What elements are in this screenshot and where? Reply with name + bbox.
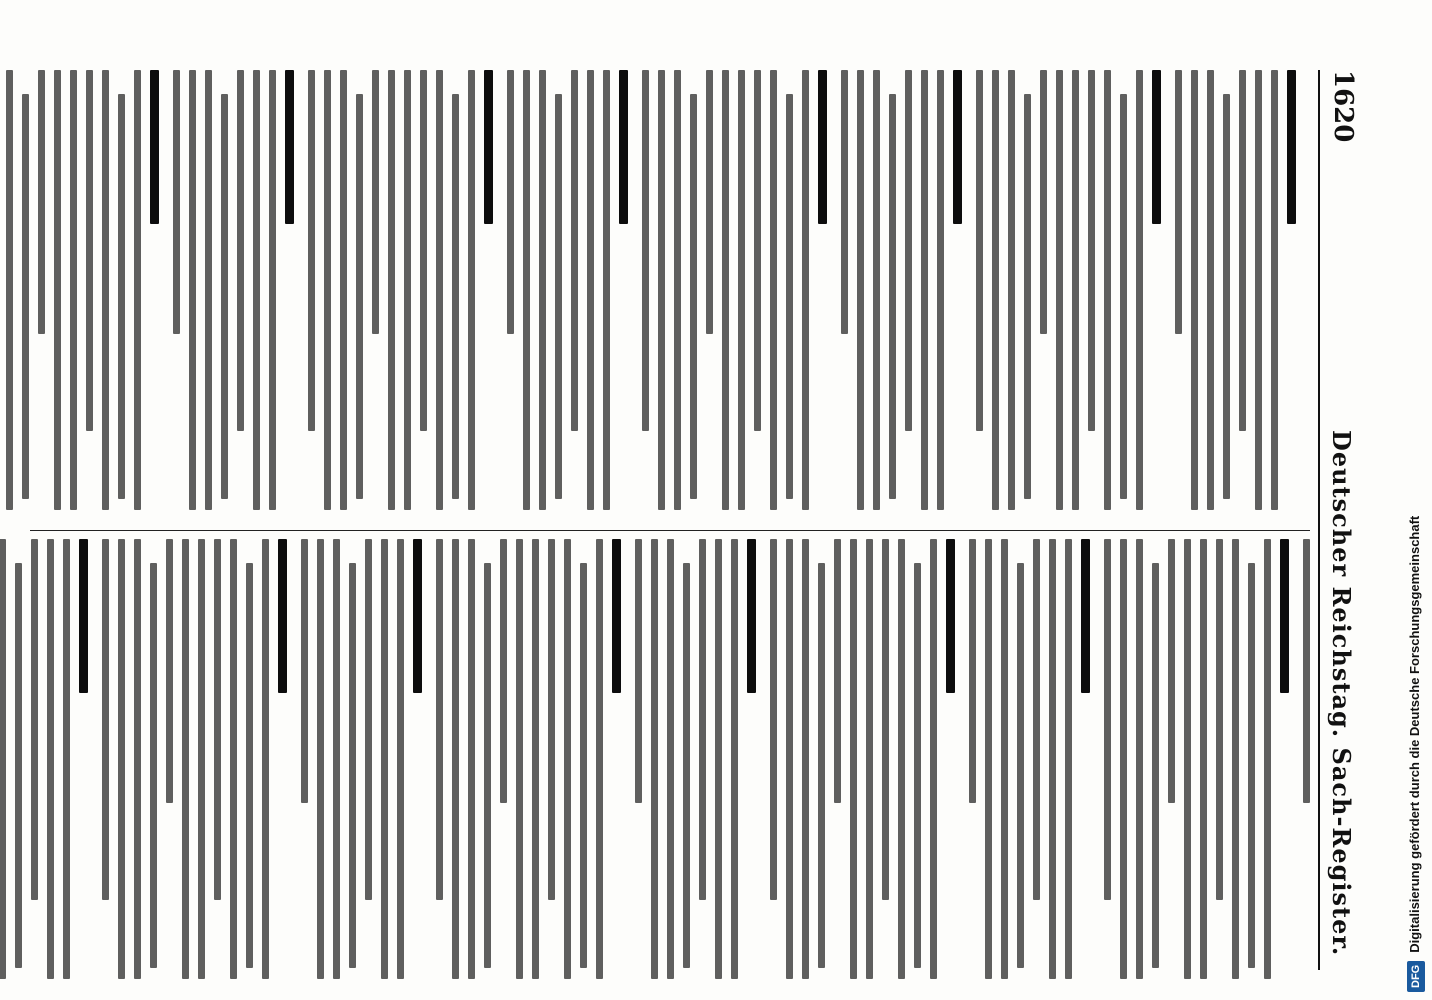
body-text-line bbox=[1024, 94, 1031, 499]
body-text-line bbox=[683, 563, 690, 968]
entry-heading-line bbox=[150, 70, 159, 224]
body-text-line bbox=[134, 70, 141, 510]
body-text-line bbox=[642, 70, 649, 431]
body-text-line bbox=[6, 70, 13, 510]
body-text-line bbox=[857, 70, 864, 510]
body-text-line bbox=[134, 539, 141, 979]
text-column-left bbox=[30, 70, 1310, 510]
body-text-line bbox=[198, 539, 205, 979]
body-text-line bbox=[1033, 539, 1040, 900]
body-text-line bbox=[523, 70, 530, 510]
body-text-line bbox=[969, 539, 976, 803]
entry-heading-line bbox=[1287, 70, 1296, 224]
body-text-line bbox=[834, 539, 841, 803]
body-text-line bbox=[1001, 539, 1008, 979]
entry-heading-line bbox=[79, 539, 88, 693]
entry-heading-line bbox=[953, 70, 962, 224]
body-text-line bbox=[1056, 70, 1063, 510]
body-text-line bbox=[985, 539, 992, 979]
body-text-line bbox=[1168, 539, 1175, 803]
body-text-line bbox=[1072, 70, 1079, 510]
body-text-line bbox=[1184, 539, 1191, 979]
body-text-line bbox=[690, 94, 697, 499]
body-text-line bbox=[500, 539, 507, 803]
body-text-line bbox=[873, 70, 880, 510]
body-text-line bbox=[930, 539, 937, 979]
body-text-line bbox=[802, 70, 809, 510]
body-text-line bbox=[102, 70, 109, 510]
body-text-line bbox=[118, 539, 125, 979]
body-text-line bbox=[205, 70, 212, 510]
body-text-line bbox=[349, 563, 356, 968]
body-text-line bbox=[1017, 563, 1024, 968]
body-text-line bbox=[86, 70, 93, 431]
body-text-line bbox=[22, 94, 29, 499]
body-text-line bbox=[1152, 563, 1159, 968]
body-text-line bbox=[841, 70, 848, 334]
entry-heading-line bbox=[747, 539, 756, 693]
body-text-line bbox=[0, 539, 6, 979]
body-text-line bbox=[754, 70, 761, 431]
body-text-line bbox=[580, 563, 587, 968]
body-text-line bbox=[317, 539, 324, 979]
footer-credit: Digitalisierung gefördert durch die Deutsche Forschungsgemeinschaft bbox=[1407, 515, 1422, 953]
entry-heading-line bbox=[619, 70, 628, 224]
entry-heading-line bbox=[612, 539, 621, 693]
page-header bbox=[1318, 70, 1360, 970]
body-text-line bbox=[38, 70, 45, 334]
body-text-line bbox=[1255, 70, 1262, 510]
body-text-line bbox=[189, 70, 196, 510]
body-text-line bbox=[992, 70, 999, 510]
body-text-line bbox=[603, 70, 610, 510]
body-text-line bbox=[301, 539, 308, 803]
running-title: Deutscher Reichstag. Sach-Register. bbox=[1327, 430, 1356, 957]
body-text-line bbox=[507, 70, 514, 334]
body-text-line bbox=[770, 70, 777, 510]
body-text-line bbox=[468, 70, 475, 510]
body-text-line bbox=[1191, 70, 1198, 510]
page-number: 1620 bbox=[1328, 70, 1358, 143]
body-text-line bbox=[436, 70, 443, 510]
body-text-line bbox=[1200, 539, 1207, 979]
body-text-line bbox=[15, 563, 22, 968]
body-text-line bbox=[1065, 539, 1072, 979]
body-text-line bbox=[539, 70, 546, 510]
entry-heading-line bbox=[818, 70, 827, 224]
entry-heading-line bbox=[1152, 70, 1161, 224]
body-text-line bbox=[1239, 70, 1246, 431]
body-text-line bbox=[1008, 70, 1015, 510]
body-text-line bbox=[221, 94, 228, 499]
body-text-line bbox=[1175, 70, 1182, 334]
entry-heading-line bbox=[285, 70, 294, 224]
body-text-line bbox=[555, 94, 562, 499]
body-text-line bbox=[1248, 563, 1255, 968]
body-text-line bbox=[63, 539, 70, 979]
body-text-line bbox=[532, 539, 539, 979]
body-text-line bbox=[731, 539, 738, 979]
body-text-line bbox=[1088, 70, 1095, 431]
body-text-line bbox=[381, 539, 388, 979]
body-text-line bbox=[230, 539, 237, 979]
body-text-line bbox=[898, 539, 905, 979]
body-text-line bbox=[262, 539, 269, 979]
body-text-line bbox=[484, 563, 491, 968]
body-text-line bbox=[1271, 70, 1278, 510]
body-text-line bbox=[452, 94, 459, 499]
body-text-line bbox=[246, 563, 253, 968]
body-text-line bbox=[324, 70, 331, 510]
body-text-line bbox=[214, 539, 221, 900]
dfg-logo: DFG bbox=[1407, 961, 1425, 992]
body-text-line bbox=[937, 70, 944, 510]
entry-heading-line bbox=[946, 539, 955, 693]
text-column-right bbox=[30, 530, 1310, 979]
body-text-line bbox=[269, 70, 276, 510]
body-text-line bbox=[770, 539, 777, 900]
body-text-line bbox=[571, 70, 578, 431]
body-text-line bbox=[388, 70, 395, 510]
body-text-line bbox=[905, 70, 912, 431]
body-text-line bbox=[365, 539, 372, 900]
body-text-line bbox=[635, 539, 642, 803]
body-text-line bbox=[516, 539, 523, 979]
body-text-line bbox=[404, 70, 411, 510]
body-text-line bbox=[1040, 70, 1047, 334]
body-text-line bbox=[150, 563, 157, 968]
body-text-line bbox=[70, 70, 77, 510]
body-text-line bbox=[118, 94, 125, 499]
body-text-line bbox=[1232, 539, 1239, 979]
body-text-line bbox=[436, 539, 443, 900]
body-text-line bbox=[340, 70, 347, 510]
body-text-line bbox=[786, 539, 793, 979]
body-text-line bbox=[253, 70, 260, 510]
entry-heading-line bbox=[1280, 539, 1289, 693]
body-text-line bbox=[706, 70, 713, 334]
body-text-line bbox=[452, 539, 459, 979]
body-text-line bbox=[786, 94, 793, 499]
body-text-line bbox=[921, 70, 928, 510]
body-text-line bbox=[333, 539, 340, 979]
body-text-line bbox=[1303, 539, 1310, 803]
body-text-line bbox=[54, 70, 61, 510]
body-text-line bbox=[587, 70, 594, 510]
body-text-line bbox=[1049, 539, 1056, 979]
entry-heading-line bbox=[413, 539, 422, 693]
body-text-line bbox=[1104, 70, 1111, 510]
body-text-line bbox=[1207, 70, 1214, 510]
body-text-line bbox=[722, 70, 729, 510]
body-text-line bbox=[802, 539, 809, 979]
body-text-line bbox=[699, 539, 706, 900]
body-text-line bbox=[976, 70, 983, 431]
body-text-line bbox=[372, 70, 379, 334]
entry-heading-line bbox=[1081, 539, 1090, 693]
body-text-line bbox=[1264, 539, 1271, 979]
body-text-line bbox=[866, 539, 873, 979]
body-text-line bbox=[1216, 539, 1223, 900]
body-text-line bbox=[564, 539, 571, 979]
body-text-line bbox=[397, 539, 404, 979]
body-text-line bbox=[651, 539, 658, 979]
body-text-line bbox=[658, 70, 665, 510]
body-text-line bbox=[715, 539, 722, 979]
body-text-line bbox=[1120, 539, 1127, 979]
body-text-line bbox=[356, 94, 363, 499]
body-text-line bbox=[166, 539, 173, 803]
body-text-line bbox=[674, 70, 681, 510]
body-text-line bbox=[667, 539, 674, 979]
body-text-line bbox=[1120, 94, 1127, 499]
body-text-line bbox=[47, 539, 54, 979]
body-text-line bbox=[882, 539, 889, 900]
digitization-footer bbox=[1400, 0, 1432, 1000]
body-text-line bbox=[182, 539, 189, 979]
body-text-line bbox=[889, 94, 896, 499]
body-text-line bbox=[596, 539, 603, 979]
body-text-line bbox=[548, 539, 555, 900]
body-text-line bbox=[738, 70, 745, 510]
entry-heading-line bbox=[278, 539, 287, 693]
body-text-line bbox=[237, 70, 244, 431]
body-text-line bbox=[818, 563, 825, 968]
entry-heading-line bbox=[484, 70, 493, 224]
body-text-line bbox=[850, 539, 857, 979]
body-text-line bbox=[102, 539, 109, 900]
body-text-line bbox=[420, 70, 427, 431]
body-text-line bbox=[31, 539, 38, 900]
body-text-line bbox=[173, 70, 180, 334]
body-text-line bbox=[1136, 539, 1143, 979]
body-text-line bbox=[1136, 70, 1143, 510]
body-text-line bbox=[1223, 94, 1230, 499]
body-text-line bbox=[308, 70, 315, 431]
body-text-line bbox=[1104, 539, 1111, 900]
body-text-line bbox=[468, 539, 475, 979]
body-text-line bbox=[914, 563, 921, 968]
